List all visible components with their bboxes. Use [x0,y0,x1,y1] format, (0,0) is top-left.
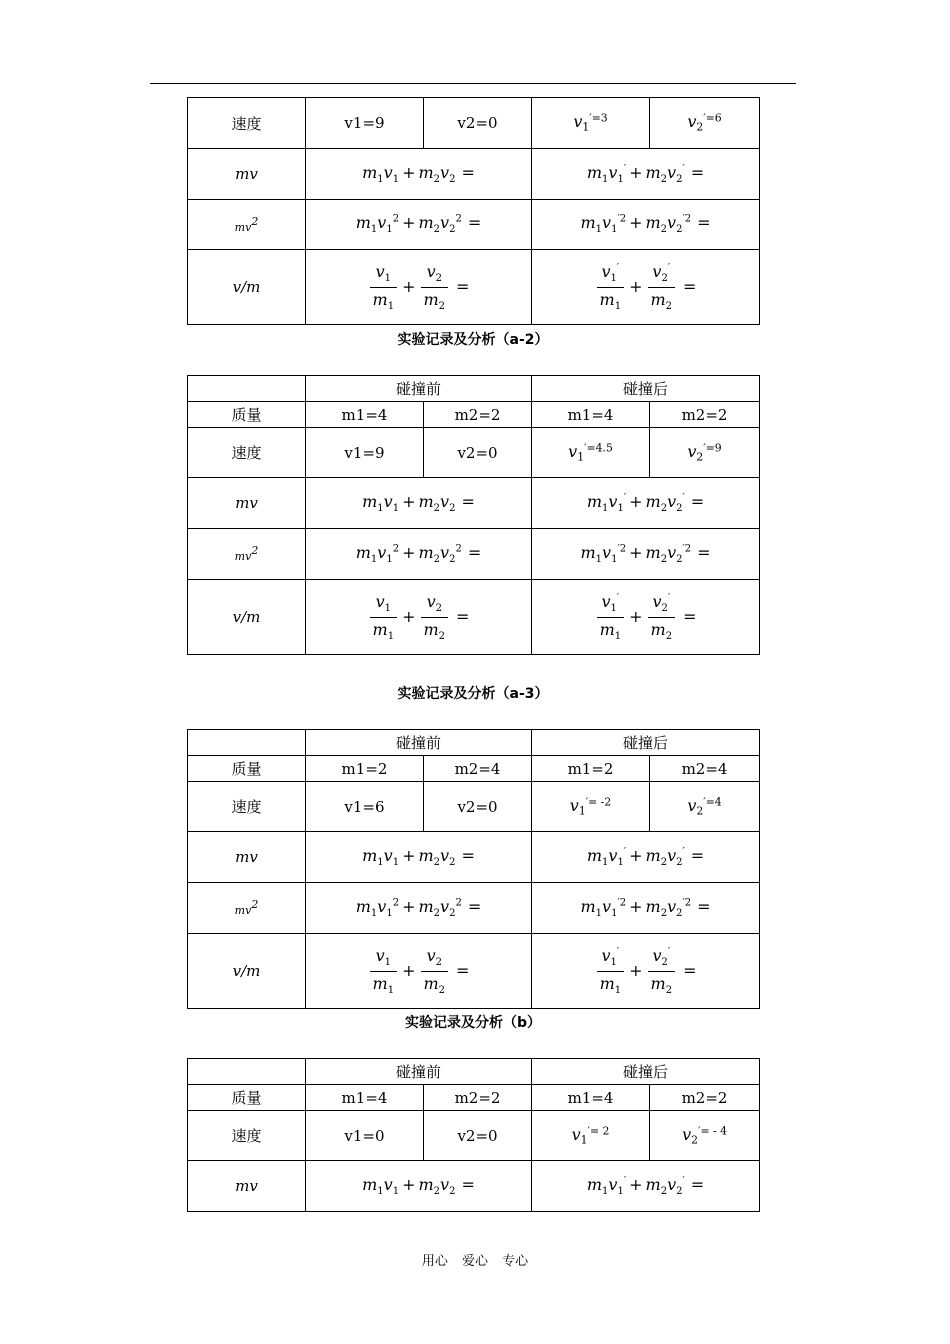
energy-before: $m_1v_1^2 + m_2v_2^2$ = [306,529,532,580]
header-before: 碰撞前 [306,730,532,756]
m2-value: m2=4 [424,756,532,782]
v1-prime-value: =4.5 [586,441,613,455]
momentum-before: $m_1v_1 + m_2v_2$ = [306,832,532,883]
v2-prime-cell: $v_2^{'=6}$ [650,98,760,149]
m2-after-value: m2=2 [650,402,760,428]
row-label-mv: mv [188,478,306,529]
row-label-mv: mv [188,832,306,883]
row-label-v-over-m: v/m [188,250,306,325]
v2-prime-value: = - 4 [700,1124,727,1138]
v2-value: v2=0 [424,98,532,149]
v2-value: v2=0 [424,428,532,478]
v1-prime-value: = -2 [588,795,612,809]
v2-prime-cell: $v_2^{'=4}$ [650,782,760,832]
v2-value: v2=0 [424,1111,532,1161]
row-label-mv2: $mv^2$ [188,883,306,934]
m1-after-value: m1=4 [532,402,650,428]
momentum-after: $m_1v_1' + m_2v_2'$ = [532,1161,760,1212]
momentum-before: $m_1v_1 + m_2v_2$ = [306,478,532,529]
momentum-after: $m_1v_1' + m_2v_2'$ = [532,832,760,883]
row-label-mass: 质量 [188,402,306,428]
header-after: 碰撞后 [532,730,760,756]
row-label-speed: 速度 [188,428,306,478]
v1-value: v1=6 [306,782,424,832]
row-label-speed: 速度 [188,782,306,832]
header-before: 碰撞前 [306,1059,532,1085]
blank-header-cell [188,1059,306,1085]
row-label-mv2: $mv^2$ [188,200,306,250]
m1-value: m1=2 [306,756,424,782]
momentum-after: $m_1v_1' + m_2v_2'$ = [532,149,760,200]
v1-value: v1=9 [306,428,424,478]
header-rule [150,83,796,84]
m1-value: m1=4 [306,402,424,428]
header-after: 碰撞后 [532,376,760,402]
row-label-mv2: $mv^2$ [188,529,306,580]
energy-before: $m_1v_1^2 + m_2v_2^2$ = [306,200,532,250]
ratio-after: $\frac{v_1'}{m_1}$ + $\frac{v_2'}{m_2}$ = [532,580,760,655]
ratio-before: $\frac{v_1}{m_1}$ + $\frac{v_2}{m_2}$ = [306,580,532,655]
v1-prime-value: = 2 [590,1124,610,1138]
v2-prime-cell: $v_2^{'=9}$ [650,428,760,478]
v1-prime-cell: $v_1^{'=3}$ [532,98,650,149]
record-table-b [187,1058,760,1212]
v2-value: v2=0 [424,782,532,832]
v1-prime-cell: $v_1^{'= 2}$ [532,1111,650,1161]
caption-b: 实验记录及分析（b） [404,1015,542,1031]
row-label-mass: 质量 [188,756,306,782]
row-label-speed: 速度 [188,98,306,149]
caption-a3: 实验记录及分析（a-3） [397,686,549,702]
blank-header-cell [188,376,306,402]
v1-value: v1=9 [306,98,424,149]
header-after: 碰撞后 [532,1059,760,1085]
v1-value: v1=0 [306,1111,424,1161]
row-label-v-over-m: v/m [188,934,306,1009]
v1-prime-cell: $v_1^{'=4.5}$ [532,428,650,478]
ratio-before: $\frac{v_1}{m_1}$ + $\frac{v_2}{m_2}$ = [306,934,532,1009]
row-label-mass: 质量 [188,1085,306,1111]
v2-prime-value: =4 [705,795,722,809]
m1-after-value: m1=2 [532,756,650,782]
m1-after-value: m1=4 [532,1085,650,1111]
energy-after: $m_1v_1^{'2} + m_2v_2^{'2}$ = [532,883,760,934]
momentum-before: $m_1v_1 + m_2v_2$ = [306,1161,532,1212]
v1-prime-value: =3 [591,112,608,126]
row-label-mv: mv [188,149,306,200]
ratio-after: $\frac{v_1'}{m_1}$ + $\frac{v_2'}{m_2}$ = [532,250,760,325]
m1-value: m1=4 [306,1085,424,1111]
header-before: 碰撞前 [306,376,532,402]
m2-after-value: m2=2 [650,1085,760,1111]
m2-after-value: m2=4 [650,756,760,782]
ratio-before: $\frac{v_1}{m_1}$ + $\frac{v_2}{m_2}$ = [306,250,532,325]
m2-value: m2=2 [424,402,532,428]
energy-after: $m_1v_1^{'2} + m_2v_2^{'2}$ = [532,200,760,250]
energy-after: $m_1v_1^{'2} + m_2v_2^{'2}$ = [532,529,760,580]
v1-prime-cell: $v_1^{'= -2}$ [532,782,650,832]
ratio-after: $\frac{v_1'}{m_1}$ + $\frac{v_2'}{m_2}$ = [532,934,760,1009]
page-footer: 用心 爱心 专心 [421,1254,529,1269]
row-label-speed: 速度 [188,1111,306,1161]
energy-before: $m_1v_1^2 + m_2v_2^2$ = [306,883,532,934]
momentum-after: $m_1v_1' + m_2v_2'$ = [532,478,760,529]
row-label-v-over-m: v/m [188,580,306,655]
v2-prime-value: =6 [705,112,722,126]
record-table-a2 [187,375,760,655]
blank-header-cell [188,730,306,756]
record-table-a1 [187,97,760,325]
record-table-a3 [187,729,760,1009]
row-label-mv: mv [188,1161,306,1212]
v2-prime-cell: $v_2^{'= - 4}$ [650,1111,760,1161]
m2-value: m2=2 [424,1085,532,1111]
caption-a2: 实验记录及分析（a-2） [397,332,549,348]
momentum-before: $m_1v_1 + m_2v_2$ = [306,149,532,200]
v2-prime-value: =9 [705,441,722,455]
